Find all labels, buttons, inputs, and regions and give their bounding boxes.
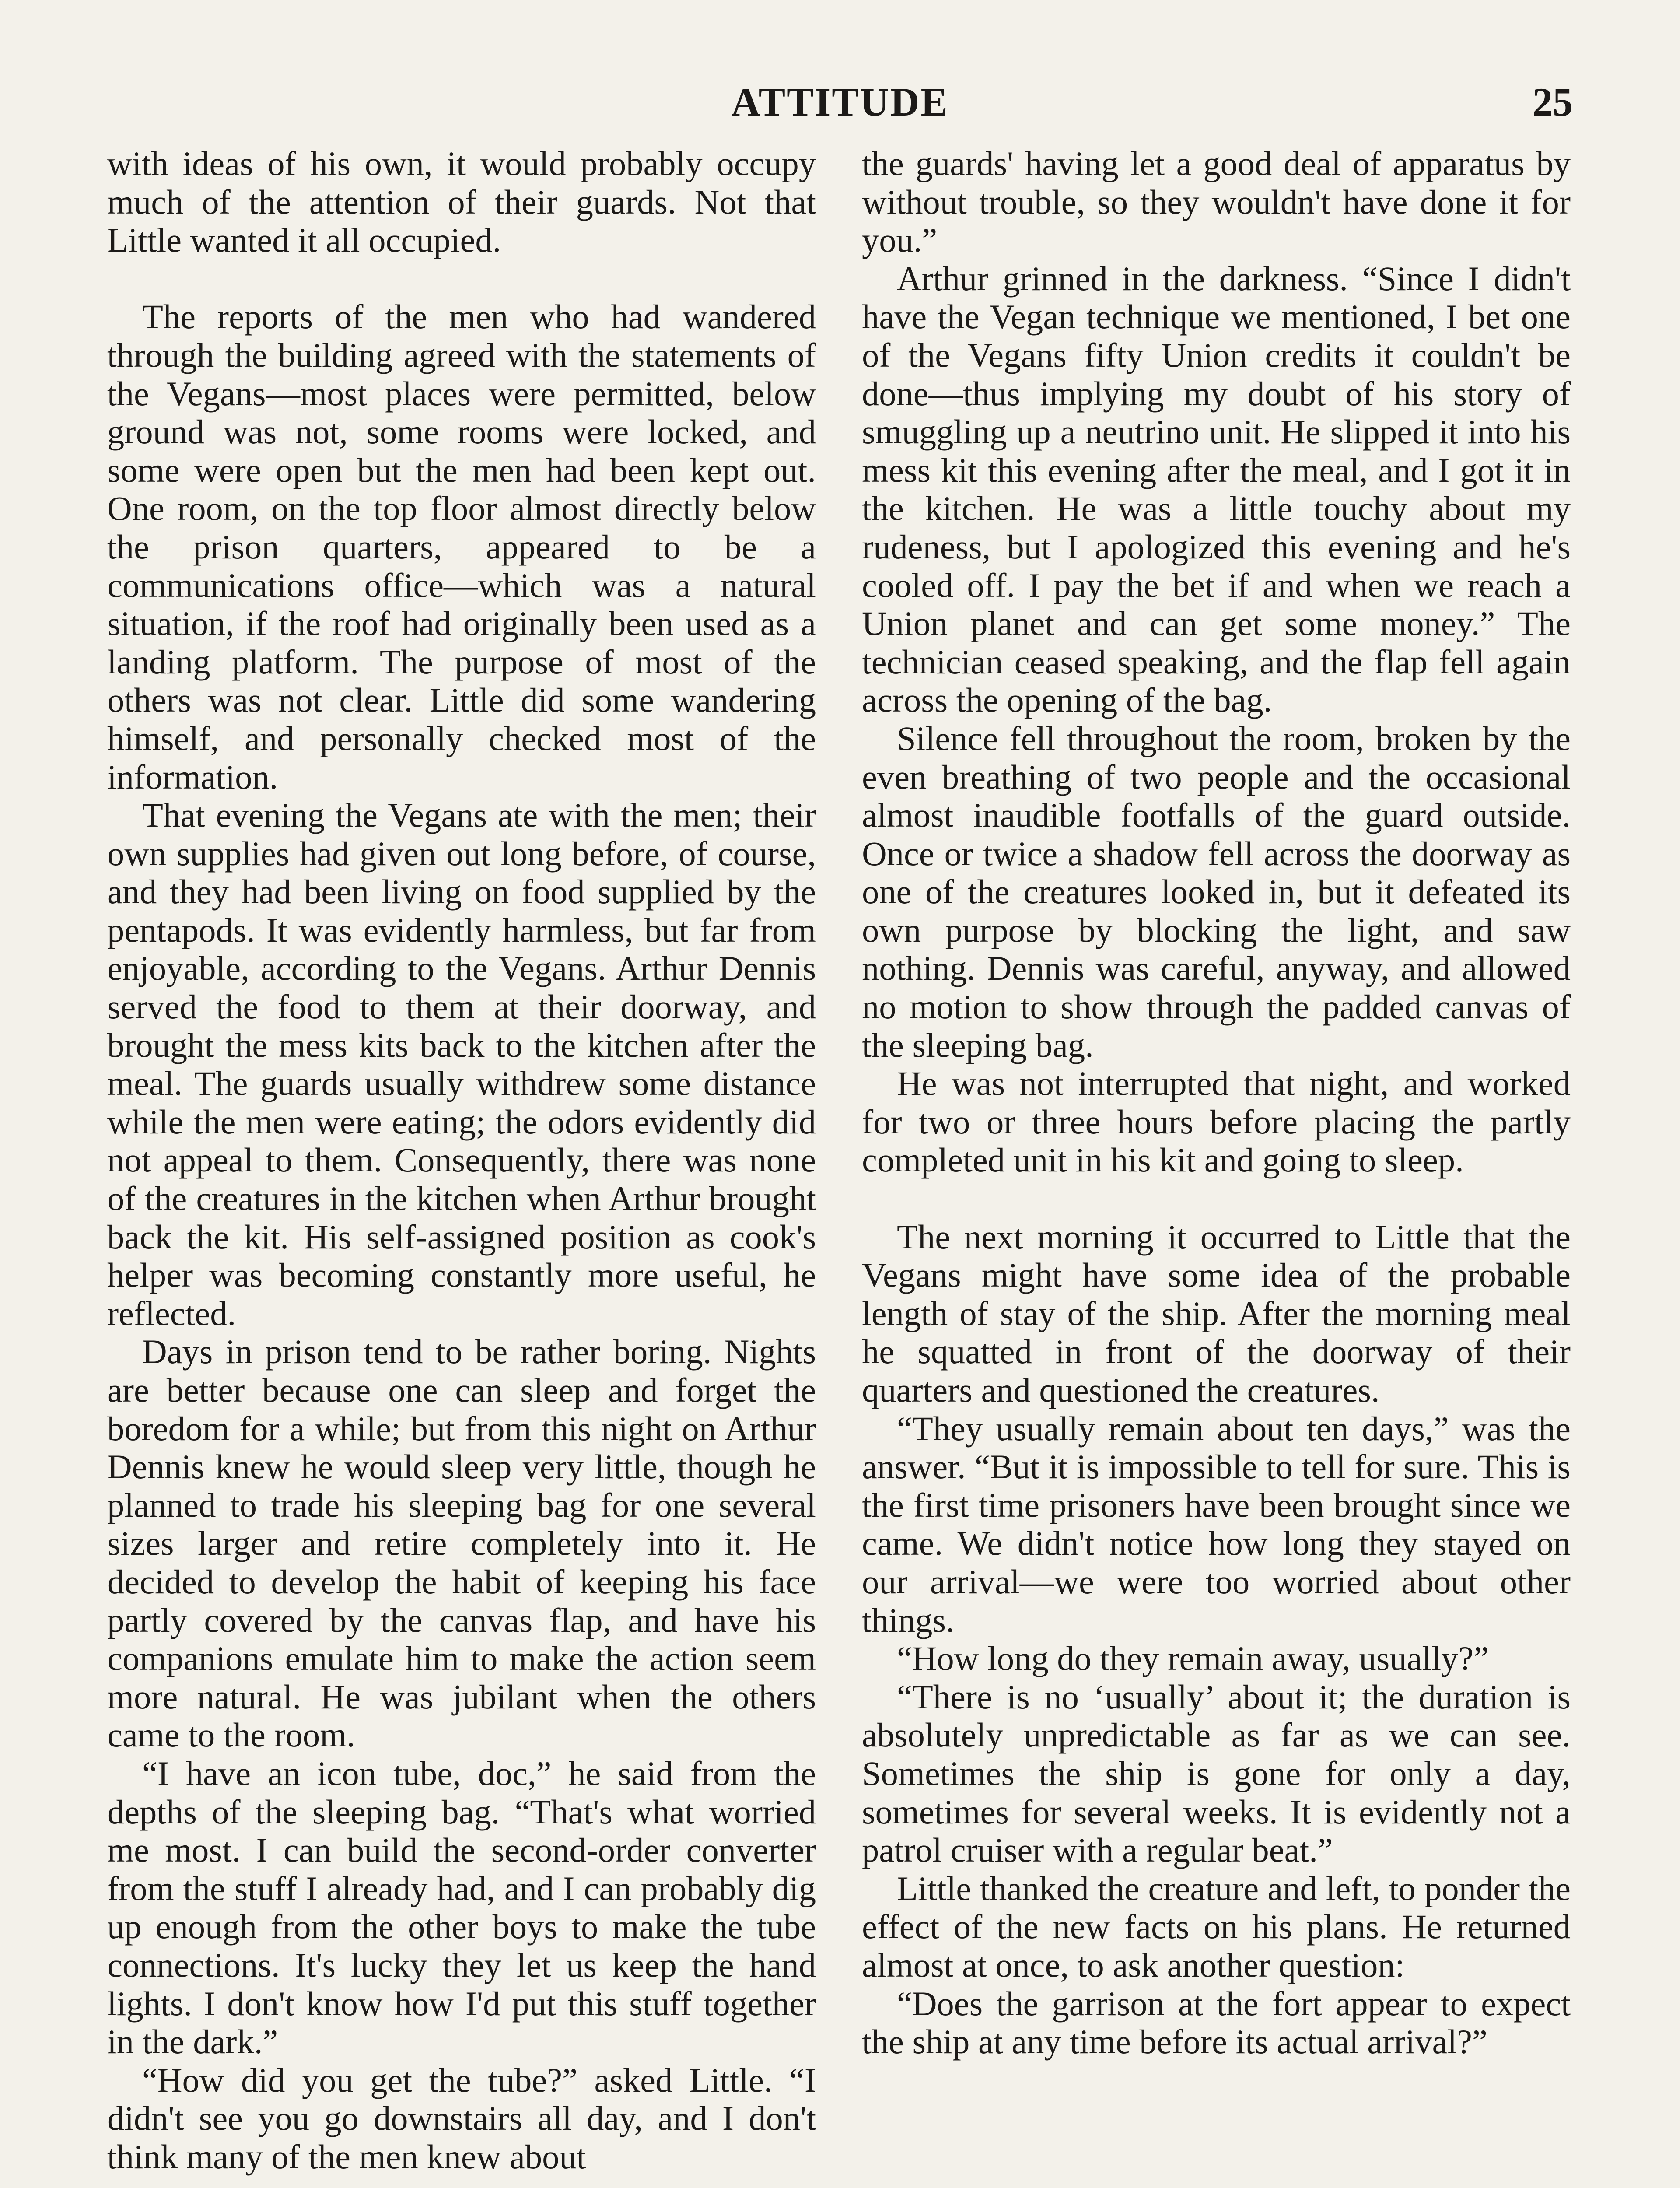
paragraph: the guards' having let a good deal of apparatus by without trouble, so they wouldn't have done it for you.” — [862, 144, 1571, 259]
running-title: ATTITUDE — [731, 80, 949, 124]
paragraph: Days in prison tend to be rather boring. Nights are better because one can sleep and forget the boredom for a while; but from this night on Arthur Dennis knew he would sleep very little, though he planned to trade his sleeping bag for one several sizes larger and retire completely into it. He decided to develop the habit of keeping his face partly covered by the canvas flap, and have his companions emulate him to make the action seem more natural. He was jubilant when the others came to the room. — [107, 1332, 816, 1754]
paragraph: “There is no ‘usually’ about it; the duration is absolutely unpredictable as far as we can see. Sometimes the ship is gone for only a day, sometimes for several weeks. It is evidently not a patrol cruiser with a regular beat.” — [862, 1677, 1571, 1869]
paragraph: The reports of the men who had wandered through the building agreed with the statements of the Vegans—most places were permitted, below ground was not, some rooms were locked, and some were open but the men had been kept out. One room, on the top floor almost directly below the prison quarters, appeared to be a communications office—which was a natural situation, if the roof had originally been used as a landing platform. The purpose of most of the others was not clear. Little did some wandering himself, and personally checked most of the information. — [107, 298, 816, 796]
paragraph: Silence fell throughout the room, broken by the even breathing of two people and the occasional almost inaudible footfalls of the guard outside. Once or twice a shadow fell across the doorway as one of the creatures looked in, but it defeated its own purpose by blocking the light, and saw nothing. Dennis was careful, anyway, and allowed no motion to show through the padded canvas of the sleeping bag. — [862, 719, 1571, 1064]
paragraph: That evening the Vegans ate with the men; their own supplies had given out long before, of course, and they had been living on food supplied by the pentapods. It was evidently harmless, but far from enjoyable, according to the Vegans. Arthur Dennis served the food to them at their doorway, and brought the mess kits back to the kitchen after the meal. The guards usually withdrew some distance while the men were eating; the odors evidently did not appeal to them. Consequently, there was none of the creatures in the kitchen when Arthur brought back the kit. His self-assigned position as cook's helper was becoming constantly more useful, he reflected. — [107, 796, 816, 1332]
paragraph: “They usually remain about ten days,” was the answer. “But it is impossible to tell for sure. This is the first time prisoners have been brought since we came. We didn't notice how long they stayed on our arrival—we were too worried about other things. — [862, 1409, 1571, 1639]
paragraph: “Does the garrison at the fort appear to expect the ship at any time before its actual arrival?” — [862, 1984, 1571, 2061]
page-number: 25 — [1533, 80, 1573, 124]
paragraph: Little thanked the creature and left, to ponder the effect of the new facts on his plans. He returned almost at once, to ask another question: — [862, 1869, 1571, 1984]
paragraph: Arthur grinned in the darkness. “Since I didn't have the Vegan technique we mentioned, I bet one of the Vegans fifty Union credits it couldn't be done—thus implying my doubt of his story of smuggling up a neutrino unit. He slipped it into his mess kit this evening after the meal, and I got it in the kitchen. He was a little touchy about my rudeness, but I apologized this evening and he's cooled off. I pay the bet if and when we reach a Union planet and can get some money.” The technician ceased speaking, and the flap fell again across the opening of the bag. — [862, 259, 1571, 719]
paragraph: “How long do they remain away, usually?” — [897, 1639, 1489, 1678]
right-column — [862, 144, 1571, 2061]
paragraph: with ideas of his own, it would probably occupy much of the attention of their guards. Not that Little wanted it all occupied. — [107, 144, 816, 259]
paragraph: The next morning it occurred to Little that the Vegans might have some idea of the probable length of stay of the ship. After the morning meal he squatted in front of the doorway of their quarters and questioned the creatures. — [862, 1217, 1571, 1409]
paragraph: He was not interrupted that night, and worked for two or three hours before placing the partly completed unit in his kit and going to sleep. — [862, 1064, 1571, 1179]
paragraph: “I have an icon tube, doc,” he said from the depths of the sleeping bag. “That's what worried me most. I can build the second-order converter from the stuff I already had, and I can probably dig up enough from the other boys to make the tube connections. It's lucky they let us keep the hand lights. I don't know how I'd put this stuff together in the dark.” — [107, 1754, 816, 2061]
left-column — [107, 144, 816, 2176]
page-header — [0, 74, 1680, 136]
paragraph: “How did you get the tube?” asked Little. “I didn't see you go downstairs all day, and I don't think many of the men knew about — [107, 2061, 816, 2176]
